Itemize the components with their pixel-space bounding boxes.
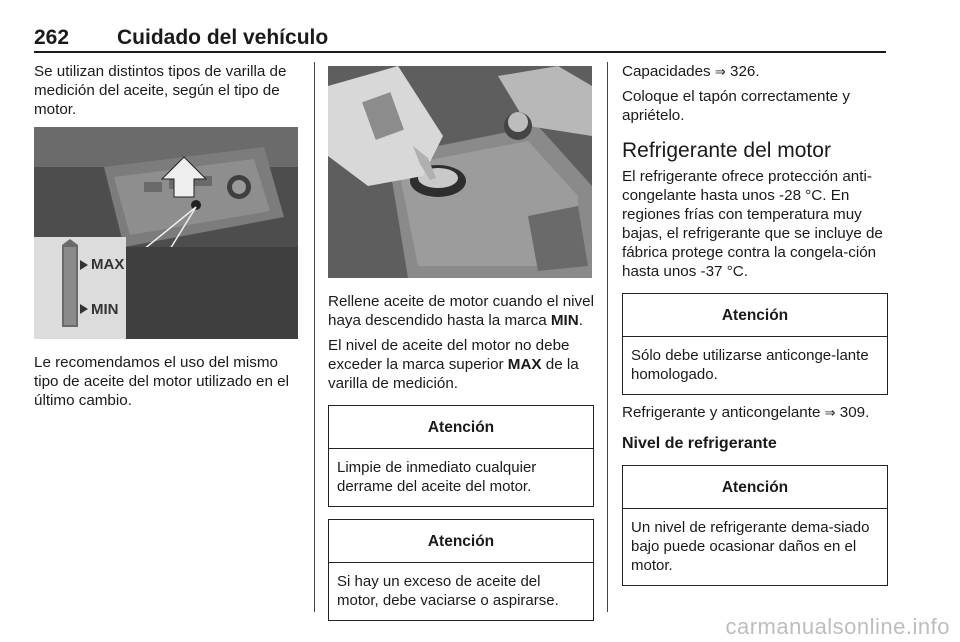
warning-box-low-coolant: [622, 465, 888, 586]
oil-recommendation: Le recomendamos el uso del mismo tipo de aceite del motor utilizado en el último cambio.: [34, 354, 289, 409]
page-header: [34, 26, 886, 52]
oil-refill-image: [328, 66, 592, 278]
engine-dipstick-image: [34, 127, 298, 339]
refill-text: Rellene aceite de motor cuando el nivel haya descendido hasta la marca: [328, 293, 594, 329]
warning-body: Un nivel de refrigerante dema-siado bajo puede ocasionar daños en el motor.: [631, 519, 870, 574]
header-rule: [34, 51, 886, 53]
warning-body: Sólo debe utilizarse anticonge-lante homologado.: [631, 347, 869, 383]
max-level-text: El nivel de aceite del motor no debe exceder la marca superior: [328, 337, 570, 373]
coolant-reference: [622, 403, 888, 422]
page-number: 262: [34, 26, 70, 49]
oil-refill-illustration: [328, 66, 592, 278]
site-watermark: carmanualsonline.info: [725, 614, 950, 639]
warning-body: Limpie de inmediato cualquier derrame del aceite del motor.: [337, 459, 537, 495]
column-1: [34, 62, 300, 416]
chapter-title: Cuidado del vehículo: [117, 26, 329, 49]
min-mark-label: MIN: [91, 301, 119, 318]
reference-page: 326.: [725, 63, 760, 80]
warning-title: Atención: [329, 406, 593, 449]
capacities-reference: [622, 62, 888, 81]
column-divider-2: [607, 62, 608, 612]
warning-box-spill: [328, 405, 594, 507]
warning-body: Si hay un exceso de aceite del motor, debe vaciarse o aspirarse.: [337, 573, 559, 609]
page-reference-arrow-icon: ⇒: [714, 64, 726, 79]
warning-box-antifreeze: [622, 293, 888, 395]
dipstick-intro: Se utilizan distintos tipos de varilla de medición del aceite, según el tipo de motor.: [34, 63, 287, 118]
max-level-instruction: [328, 336, 594, 393]
reference-page: 309.: [835, 404, 870, 421]
refill-instruction: [328, 292, 594, 330]
max-mark: MAX: [507, 356, 542, 373]
max-level-text-end: de la varilla de medición.: [328, 356, 579, 392]
dipstick-illustration: [34, 127, 298, 339]
column-3: [622, 62, 888, 594]
warning-title: Atención: [623, 294, 887, 337]
cap-instruction: Coloque el tapón correctamente y apriételo.: [622, 88, 850, 124]
subsection-title: Nivel de refrigerante: [622, 435, 777, 452]
warning-title: Atención: [623, 466, 887, 509]
min-mark: MIN: [550, 312, 579, 329]
warning-title: Atención: [329, 520, 593, 563]
section-title: Refrigerante del motor: [622, 139, 831, 162]
warning-box-excess: [328, 519, 594, 621]
max-mark-label: MAX: [91, 256, 125, 273]
coolant-description: El refrigerante ofrece protección anti-congelante hasta unos -28 °C. En regiones frías con temperatura muy bajas, el refrigerante que se incluye de fábrica protege contra la congela-ción hasta unos -37 °C.: [622, 168, 883, 280]
reference-text: Refrigerante y anticongelante: [622, 404, 825, 421]
column-2: [328, 62, 594, 629]
refill-text-end: .: [578, 312, 583, 329]
column-divider-1: [314, 62, 315, 612]
reference-text: Capacidades: [622, 63, 715, 80]
page-reference-arrow-icon: ⇒: [824, 405, 836, 420]
